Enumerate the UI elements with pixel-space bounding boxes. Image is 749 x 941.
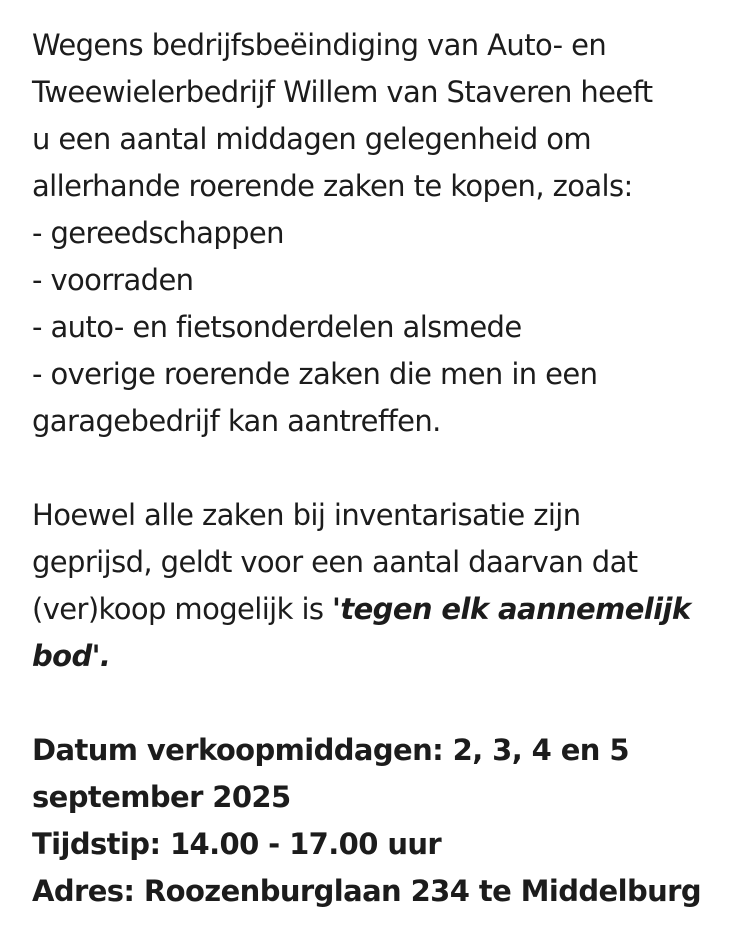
list-item-other-continued: garagebedrijf kan aantreffen. [32,404,441,438]
pricing-line-2: geprijsd, geldt voor een aantal daarvan dat [32,545,638,579]
pricing-line-3-text: (ver)koop mogelijk is [32,592,333,626]
list-item-other: - overige roerende zaken die men in een [32,357,598,391]
list-item-parts: - auto- en fietsonderdelen alsmede [32,310,522,344]
sale-address: Adres: Roozenburglaan 234 te Middelburg [32,874,702,908]
paragraph-spacer [32,680,732,727]
intro-line-3: u een aantal middagen gelegenheid om [32,122,592,156]
intro-line-2: Tweewielerbedrijf Willem van Staveren heeft [32,75,653,109]
list-item-stock: - voorraden [32,263,194,297]
sale-dates-line-1: Datum verkoopmiddagen: 2, 3, 4 en 5 [32,733,629,767]
pricing-offer-emphasis-end: bod'. [32,639,111,673]
intro-line-4: allerhande roerende zaken te kopen, zoals: [32,169,633,203]
sale-dates-line-2: september 2025 [32,780,291,814]
list-item-tools: - gereedschappen [32,216,284,250]
pricing-line-3 [32,586,732,633]
paragraph-spacer [32,445,732,492]
intro-line-1: Wegens bedrijfsbeëindiging van Auto- en [32,28,607,62]
pricing-line-1: Hoewel alle zaken bij inventarisatie zijn [32,498,581,532]
pricing-offer-emphasis: 'tegen elk aannemelijk [332,592,691,626]
announcement-text [32,22,732,915]
sale-time: Tijdstip: 14.00 - 17.00 uur [32,827,442,861]
